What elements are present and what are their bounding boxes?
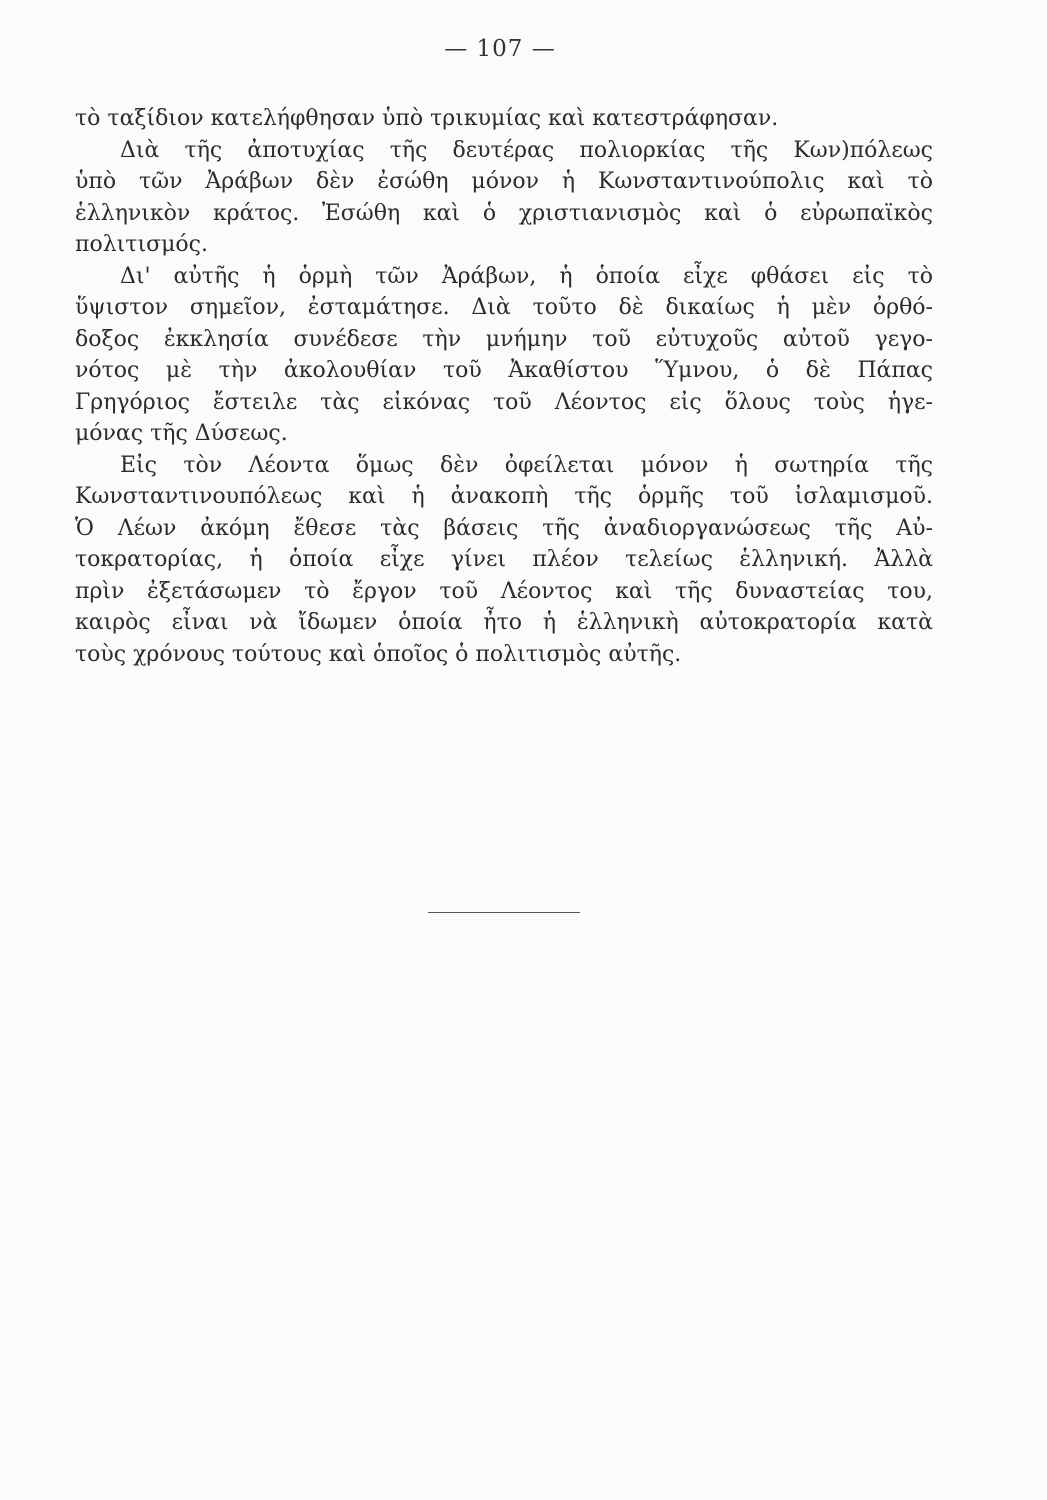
text-line: καιρὸς εἶναι νὰ ἴδωμεν ὁποία ἦτο ἡ ἑλληνικὴ αὐτοκρατορία κατὰ	[75, 610, 933, 635]
page-number: — 107 —	[444, 36, 556, 62]
text-line: ἑλληνικὸν κράτος. Ἐσώθη καὶ ὁ χριστιανισμὸς καὶ ὁ εὐρωπαϊκὸς	[75, 200, 933, 226]
text-line: ὕψιστον σημεῖον, ἐσταμάτησε. Διὰ τοῦτο δὲ δικαίως ἡ μὲν ὀρθό-	[75, 295, 933, 320]
text-line: Κωνσταντινουπόλεως καὶ ἡ ἀνακοπὴ τῆς ὁρμῆς τοῦ ἰσλαμισμοῦ.	[75, 484, 933, 509]
text-line: τὸ ταξίδιον κατελήφθησαν ὑπὸ τρικυμίας καὶ κατεστράφησαν.	[75, 106, 779, 131]
text-line: νότος μὲ τὴν ἀκολουθίαν τοῦ Ἀκαθίστου Ὕμνου, ὁ δὲ Πάπας	[75, 358, 933, 383]
text-line: Εἰς τὸν Λέοντα ὅμως δὲν ὀφείλεται μόνον ἡ σωτηρία τῆς	[120, 452, 933, 478]
text-line: ὑπὸ τῶν Ἀράβων δὲν ἐσώθη μόνον ἡ Κωνσταντινούπολις καὶ τὸ	[75, 169, 933, 194]
text-line: πρὶν ἐξετάσωμεν τὸ ἔργον τοῦ Λέοντος καὶ τῆς δυναστείας του,	[75, 578, 933, 604]
text-line: Ὁ Λέων ἀκόμη ἔθεσε τὰς βάσεις τῆς ἀναδιοργανώσεως τῆς Αὐ-	[75, 515, 933, 541]
text-line: μόνας τῆς Δύσεως.	[75, 421, 288, 446]
text-line: Διὰ τῆς ἀποτυχίας τῆς δευτέρας πολιορκίας τῆς Κων)πόλεως	[120, 137, 933, 163]
text-line: τοκρατορίας, ἡ ὁποία εἶχε γίνει πλέον τελείως ἑλληνική. Ἀλλὰ	[75, 547, 933, 572]
text-line: πολιτισμός.	[75, 232, 208, 257]
text-line: Δι' αὐτῆς ἡ ὁρμὴ τῶν Ἀράβων, ἡ ὁποία εἶχε φθάσει εἰς τὸ	[120, 263, 933, 289]
body-text	[75, 103, 933, 670]
text-line: Γρηγόριος ἔστειλε τὰς εἰκόνας τοῦ Λέοντος εἰς ὅλους τοὺς ἡγε-	[75, 389, 933, 415]
text-line: δοξος ἐκκλησία συνέδεσε τὴν μνήμην τοῦ εὐτυχοῦς αὐτοῦ γεγο-	[75, 326, 933, 352]
section-divider	[428, 912, 580, 913]
text-line: τοὺς χρόνους τούτους καὶ ὁποῖος ὁ πολιτισμὸς αὐτῆς.	[75, 641, 682, 667]
